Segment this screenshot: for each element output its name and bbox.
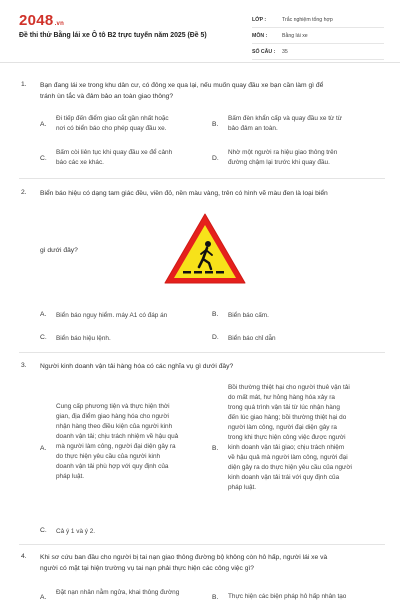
- meta-question-count: SỐ CÂU : 35: [252, 44, 384, 60]
- question-text: Bạn đang lái xe trong khu dân cư, có đông xe qua lại, nếu muốn quay đầu xe bạn cần làm gì để tránh ùn tắc và đảm bảo an toàn giao thông?: [40, 82, 324, 100]
- question-number: 4.: [21, 553, 27, 560]
- question-text: Người kinh doanh vận tải hàng hóa có các nghĩa vụ gì dưới đây?: [40, 363, 234, 370]
- meta-class: LỚP : Trắc nghiệm tổng hợp: [252, 12, 384, 28]
- question-number: 3.: [21, 362, 27, 369]
- meta-subject: MÔN : Bằng lái xe: [252, 28, 384, 44]
- site-logo[interactable]: 2048.vn: [19, 12, 65, 29]
- divider: [19, 544, 385, 545]
- question-text-continued: gì dưới đây?: [40, 247, 78, 254]
- divider: [19, 352, 385, 353]
- question-text: Biển báo hiệu có dạng tam giác đều, viền đỏ, nền màu vàng, trên có hình vẽ màu đen là loại biển: [40, 190, 328, 197]
- exam-page: 2048.vn Đề thi thử Bằng lái xe Ô tô B2 trực tuyến năm 2025 (Đề 5) LỚP : Trắc nghiệm tổng hợp MÔN : Bằng lái xe SỐ CÂU : 35 1. Bạn đang lái xe trong khu dân cư, có đông xe qua lại, nếu muốn quay đầu xe bạn cần làm gì để tránh ùn tắc và đảm bảo an toàn giao thông? A. Đi tiếp đến điểm giao cắt gần nhất hoặc nơi có biển báo cho phép quay đầu xe. B. Bấm đèn khẩn cấp và quay đầu xe từ từ bảo đảm an toàn. C. Bấm còi liên tục khi quay đầu xe để cảnh báo các xe khác. D. Nhờ một người ra hiệu giao thông trên đường chậm lại trước khi quay đầu. 2. Biển báo hiệu có dạng tam giác đều, viền đỏ, nền màu vàng, trên có hình vẽ màu đen là loại biển gì dưới đây? A. Biển báo nguy hiểm. máy A1 có đáp án B. Biển báo cấm. C. Biển báo hiệu lệnh. D. Biển báo chỉ dẫn 3. Người kinh doanh vận tải hàng hóa có các nghĩa vụ gì dưới đây? A. Cung cấp phương tiện và thực hiện thời gian, địa điểm giao hàng hóa cho người nhận hàng theo điều kiện của người kinh doanh vận tải; chịu trách nhiệm về hậu quả mà người làm công, người đại diện gây ra do thực hiện yêu cầu của người kinh doanh vận tải phù hợp với quy định của pháp luật. B. Bồi thường thiệt hại cho người thuê vận tải do mất mát, hư hỏng hàng hóa xảy ra trong quá trình vận tải từ lúc nhận hàng đến lúc giao hàng; bồi thường thiệt hại do người làm công, người đại diện gây ra trong khi thực hiện công việc được người kinh doanh vận tải giao; chịu trách nhiệm về hậu quả mà người làm công, người đại diện gây ra do thực hiện yêu cầu của người kinh doanh vận tải trái với quy định của pháp luật. C. Cả ý 1 và ý 2. 4. Khi sơ cứu ban đầu cho người bị tai nạn giao thông đường bộ không còn hô hấp, người lái xe và người có mặt tại hiện trường vụ tai nạn phải thực hiện các công việc gì? A. Đặt nạn nhân nằm ngửa, khai thông đường B. Thực hiện các biện pháp hô hấp nhân tạo: [0, 0, 400, 600]
- question-number: 2.: [21, 189, 27, 196]
- exam-meta: [252, 12, 384, 60]
- divider: [19, 178, 385, 179]
- question-text: Khi sơ cứu ban đầu cho người bị tai nạn giao thông đường bộ không còn hô hấp, người lái xe và người có mặt tại hiện trường vụ tai nạn phải thực hiện các công việc gì?: [40, 554, 328, 572]
- question-number: 1.: [21, 81, 27, 88]
- exam-header: [0, 0, 400, 63]
- exam-title: Đề thi thử Bằng lái xe Ô tô B2 trực tuyến năm 2025 (Đề 5): [19, 32, 207, 39]
